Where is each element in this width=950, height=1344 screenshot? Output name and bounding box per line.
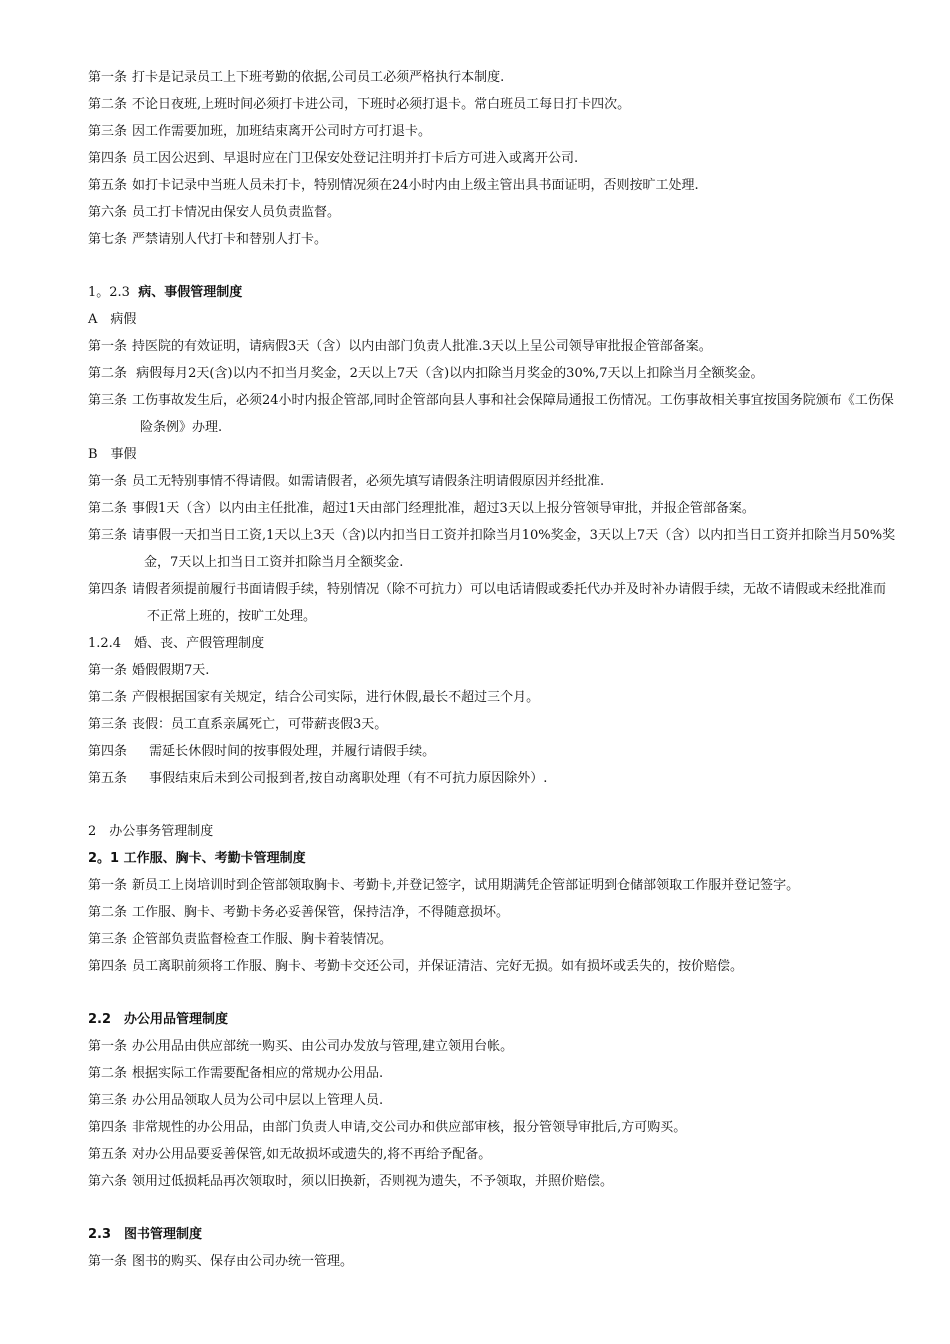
article-number: 第三条 [88,124,128,139]
article-number: 第一条 [88,474,128,489]
article [88,765,898,792]
article [88,1060,898,1087]
article-text: 请假者须提前履行书面请假手续，特别情况（除不可抗力）可以电话请假或委托代办并及时补办请假手续，无故不请假或未经批准而不正常上班的，按旷工处理。 [132,582,887,624]
article [88,1087,898,1114]
article-number: 第一条 [88,339,128,354]
article-text: 工伤事故发生后，必须24小时内报企管部,同时企管部向县人事和社会保障局通报工伤情况。工伤事故相关事宜按国务院颁布《工伤保险条例》办理. [132,393,894,435]
article [88,1141,898,1168]
article-number: 第二条 [88,690,128,705]
article-number: 第四条 [88,151,128,166]
clock-in-rules [88,64,898,253]
article [88,711,898,738]
article [88,576,898,630]
article-text: 病假每月2天(含)以内不扣当月奖金，2天以上7天（含)以内扣除当月奖金的30%,7天以上扣除当月全额奖金。 [132,366,764,381]
section-title: 病、事假管理制度 [138,285,243,300]
article [88,1114,898,1141]
office-affairs-rules [88,818,898,980]
article [88,226,898,253]
article-text: 员工因公迟到、早退时应在门卫保安处登记注明并打卡后方可进入或离开公司. [132,151,579,166]
article [88,953,898,980]
article-text: 工作服、胸卡、考勤卡务必妥善保管，保持洁净，不得随意损坏。 [132,905,510,920]
article-number: 第五条 [88,178,128,193]
subsection-heading: A 病假 [88,312,137,327]
article-text: 新员工上岗培训时到企管部领取胸卡、考勤卡,并登记签字，试用期满凭企管部证明到仓储部领取工作服并登记签字。 [132,878,800,893]
spacer [88,792,898,818]
article-text: 持医院的有效证明，请病假3天（含）以内由部门负责人批准.3天以上呈公司领导审批报企管部备案。 [132,339,712,354]
article-number: 第二条 [88,905,128,920]
office-supplies-rules [88,1006,898,1195]
article-text: 丧假：员工直系亲属死亡，可带薪丧假3天。 [132,717,388,732]
article-number: 第六条 [88,205,128,220]
article-number: 第五条 [88,1147,128,1162]
article [88,899,898,926]
article [88,872,898,899]
article-number: 第七条 [88,232,128,247]
document-page [88,64,898,1275]
article-number: 第六条 [88,1174,128,1189]
article-number: 第四条 [88,744,128,759]
article-number: 第三条 [88,932,128,947]
article-number: 第五条 [88,771,128,786]
article [88,738,898,765]
article-number: 第二条 [88,97,128,112]
article [88,926,898,953]
article-text: 婚假假期7天. [132,663,210,678]
article-number: 第二条 [88,501,128,516]
article-text: 办公用品由供应部统一购买、由公司办发放与管理,建立领用台帐。 [132,1039,514,1054]
article-text: 因工作需要加班，加班结束离开公司时方可打退卡。 [132,124,432,139]
article-text: 严禁请别人代打卡和替别人打卡。 [132,232,328,247]
article-text: 产假根据国家有关规定，结合公司实际，进行休假,最长不超过三个月。 [132,690,540,705]
article-number: 第三条 [88,393,128,408]
article-number: 第三条 [88,717,128,732]
spacer [88,1195,898,1221]
article-text: 对办公用品要妥善保管,如无故损坏或遗失的,将不再给予配备。 [132,1147,492,1162]
chapter-heading: 2 办公事务管理制度 [88,824,214,839]
article-text: 员工打卡情况由保安人员负责监督。 [132,205,341,220]
article-number: 第四条 [88,582,128,597]
article [88,145,898,172]
article-text: 请事假一天扣当日工资,1天以上3天（含)以内扣当日工资并扣除当月10%奖金，3天以上7天（含）以内扣当日工资并扣除当月50%奖金，7天以上扣当日工资并扣除当月全额奖金. [132,528,896,570]
article-text: 领用过低损耗品再次领取时，须以旧换新，否则视为遗失，不予领取，并照价赔偿。 [132,1174,614,1189]
article-text: 员工离职前须将工作服、胸卡、考勤卡交还公司，并保证清洁、完好无损。如有损坏或丢失的，按价赔偿。 [132,959,744,974]
section-heading: 1.2.4 婚、丧、产假管理制度 [88,636,265,651]
article-number: 第四条 [88,959,128,974]
article [88,172,898,199]
article-text: 需延长休假时间的按事假处理，并履行请假手续。 [132,744,436,759]
article-text: 非常规性的办公用品，由部门负责人申请,交公司办和供应部审核，报分管领导审批后,方可购买。 [132,1120,687,1135]
article-text: 图书的购买、保存由公司办统一管理。 [132,1254,354,1269]
article-number: 第一条 [88,1039,128,1054]
spacer [88,980,898,1006]
article-text: 事假结束后未到公司报到者,按自动离职处理（有不可抗力原因除外）. [132,771,548,786]
article-text: 员工无特别事情不得请假。如需请假者，必须先填写请假条注明请假原因并经批准. [132,474,605,489]
section-number: 1。2.3 [88,285,130,300]
article-number: 第一条 [88,878,128,893]
article [88,118,898,145]
article [88,522,898,576]
article-text: 办公用品领取人员为公司中层以上管理人员. [132,1093,384,1108]
article-number: 第二条 [88,1066,128,1081]
article [88,495,898,522]
section-heading: 2。1 工作服、胸卡、考勤卡管理制度 [88,851,306,866]
special-leave-rules [88,630,898,792]
article [88,387,898,441]
article-number: 第三条 [88,1093,128,1108]
section-heading: 2.3 图书管理制度 [88,1227,203,1242]
article-number: 第四条 [88,1120,128,1135]
book-rules [88,1221,898,1275]
subsection-heading: B 事假 [88,447,137,462]
article-text: 事假1天（含）以内由主任批准，超过1天由部门经理批准，超过3天以上报分管领导审批，并报企管部备案。 [132,501,755,516]
article [88,684,898,711]
article-number: 第一条 [88,1254,128,1269]
article-number: 第三条 [88,528,128,543]
article-text: 不论日夜班,上班时间必须打卡进公司，下班时必须打退卡。常白班员工每日打卡四次。 [132,97,631,112]
article [88,1248,898,1275]
article [88,657,898,684]
article-text: 企管部负责监督检查工作服、胸卡着装情况。 [132,932,393,947]
article-number: 第一条 [88,70,128,85]
article-text: 根据实际工作需要配备相应的常规办公用品. [132,1066,384,1081]
spacer [88,253,898,279]
article [88,360,898,387]
section-heading [88,279,898,306]
article-text: 打卡是记录员工上下班考勤的依据,公司员工必须严格执行本制度. [132,70,505,85]
article [88,91,898,118]
leave-rules [88,279,898,630]
article [88,1168,898,1195]
section-heading: 2.2 办公用品管理制度 [88,1012,229,1027]
article [88,199,898,226]
article [88,468,898,495]
article-number: 第二条 [88,366,128,381]
article [88,333,898,360]
article-number: 第一条 [88,663,128,678]
article [88,64,898,91]
article [88,1033,898,1060]
article-text: 如打卡记录中当班人员未打卡，特别情况须在24小时内由上级主管出具书面证明，否则按旷工处理. [132,178,699,193]
